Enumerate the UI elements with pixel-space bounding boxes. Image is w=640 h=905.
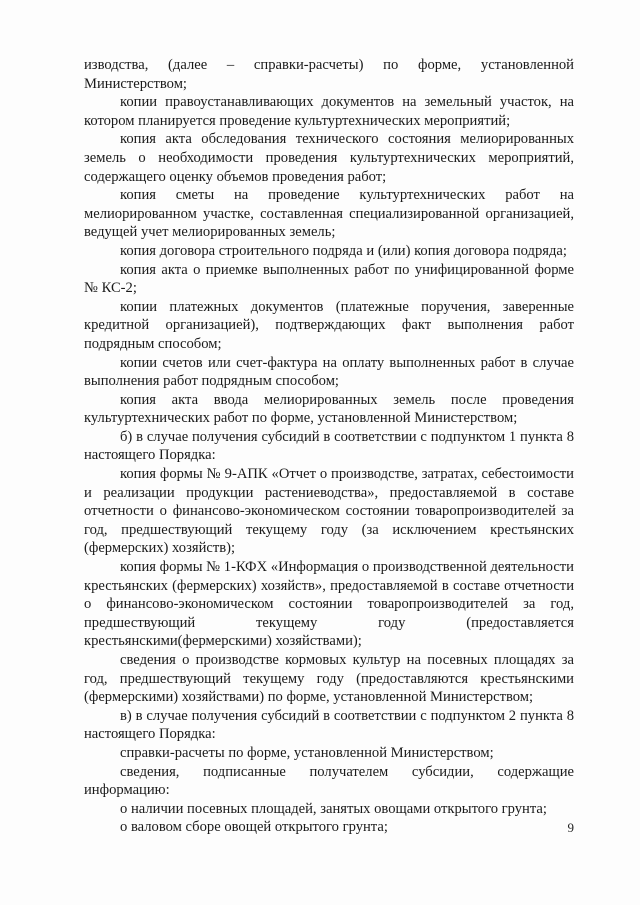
- paragraph: изводства, (далее – справки-расчеты) по форме, установленной Министерством;: [84, 57, 574, 92]
- paragraph: копия формы № 1-КФХ «Информация о производственной деятельности крестьянских (фермерских) хозяйств», предоставляемой в составе отчетности о финансово-экономическом состоянии товаропроизводителей за год, предшествующий текущему году (предоставляется крестьянскими(фермерскими) хозяйствами);: [84, 559, 574, 650]
- document-body: [84, 56, 574, 837]
- paragraph: в) в случае получения субсидий в соответствии с подпунктом 2 пункта 8 настоящего Порядка:: [84, 707, 574, 743]
- paragraph: копии платежных документов (платежные поручения, заверенные кредитной организацией), подтверждающих факт выполнения работ подрядным способом;: [84, 298, 574, 352]
- paragraph: копии счетов или счет-фактура на оплату выполненных работ в случае выполнения работ подрядным способом;: [84, 354, 574, 390]
- paragraph: о валовом сборе овощей открытого грунта;: [120, 819, 388, 836]
- paragraph: справки-расчеты по форме, установленной Министерством;: [120, 744, 494, 761]
- paragraph: сведения, подписанные получателем субсидии, содержащие информацию:: [84, 763, 574, 799]
- paragraph: сведения о производстве кормовых культур на посевных площадях за год, предшествующий текущему году (предоставляются крестьянскими (фермерскими) хозяйствами) по форме, установленной Министерством;: [84, 652, 574, 706]
- paragraph: копия акта обследования технического состояния мелиорированных земель о необходимости проведения культуртехнических мероприятий, содержащего оценку объемов проведения работ;: [84, 131, 574, 185]
- paragraph: б) в случае получения субсидий в соответствии с подпунктом 1 пункта 8 настоящего Порядка:: [84, 428, 574, 464]
- paragraph: копия формы № 9-АПК «Отчет о производстве, затратах, себестоимости и реализации продукции растениеводства», предоставляемой в составе отчетности о финансово-экономическом состоянии товаропроизводителей за год, предшествующий текущему году (за исключением крестьянских (фермерских) хозяйств);: [84, 466, 574, 557]
- paragraph: копия акта о приемке выполненных работ по унифицированной форме № КС-2;: [84, 261, 574, 297]
- paragraph: копии правоустанавливающих документов на земельный участок, на котором планируется проведение культуртехнических мероприятий;: [84, 94, 574, 129]
- paragraph: копия акта ввода мелиорированных земель после проведения культуртехнических работ по форме, установленной Министерством;: [84, 391, 574, 427]
- paragraph: копия сметы на проведение культуртехнических работ на мелиорированном участке, составленная специализированной организацией, ведущей учет мелиорированных земель;: [84, 187, 574, 241]
- paragraph: копия договора строительного подряда и (или) копия договора подряда;: [120, 242, 567, 259]
- page-number: 9: [567, 820, 574, 835]
- paragraph: о наличии посевных площадей, занятых овощами открытого грунта;: [120, 800, 547, 817]
